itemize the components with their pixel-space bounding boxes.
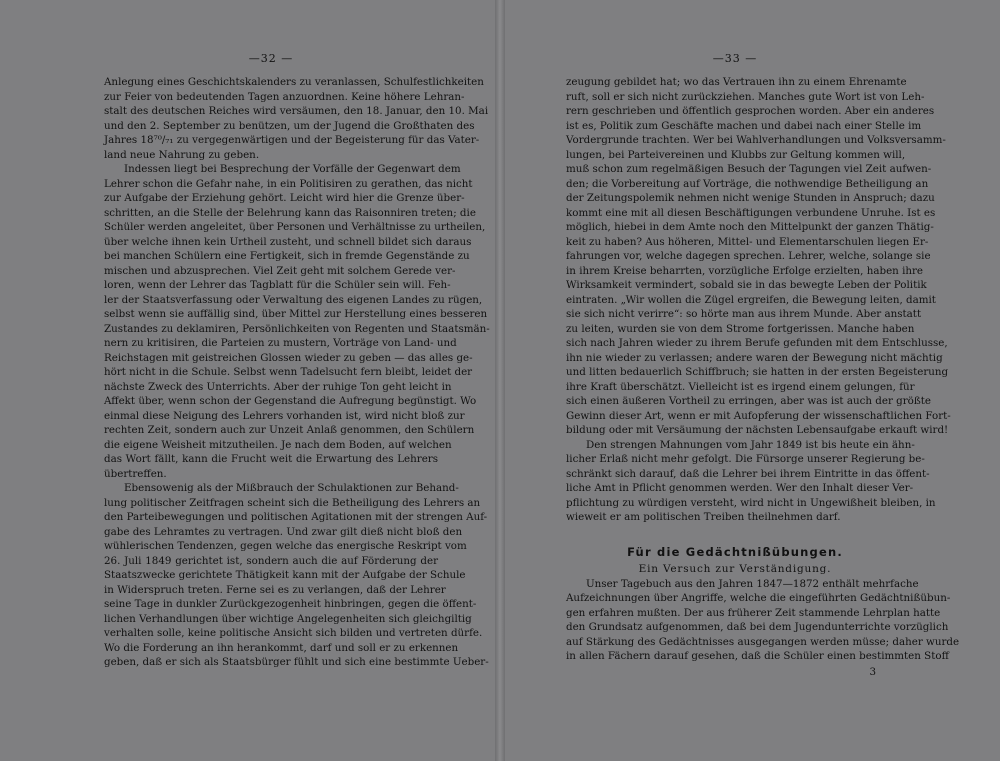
text-line: zu leiten, wurden sie von dem Strome fortgerissen. Manche haben (566, 322, 915, 335)
text-line: licher Erlaß nicht mehr gefolgt. Die Fürsorge unserer Regierung be- (566, 453, 925, 465)
text-line: Wo die Forderung an ihn herankommt, darf und soll er zu erkennen (104, 641, 459, 654)
text-line: in ihrem Kreise beharrten, vorzügliche Erfolge erzielten, haben ihre (566, 264, 924, 277)
text-line: mischen und abzusprechen. Viel Zeit geht mit solchem Gerede ver- (104, 264, 456, 277)
text-line: über welche ihnen kein Urtheil zusteht, und schnell bildet sich daraus (104, 235, 472, 248)
text-line: Indessen liegt bei Besprechung der Vorfälle der Gegenwart dem (124, 163, 461, 175)
text-line: bildung oder mit Versäumung der nächsten Lebensaufgabe erkauft wird! (566, 424, 949, 436)
text-line: und litten bedauerlich Schiffbruch; sie hatten in der ersten Begeisterung (566, 366, 949, 378)
text-line: ist es, Politik zum Geschäfte machen und dabei nach einer Stelle im (566, 119, 922, 132)
text-line: übertreffen. (104, 467, 167, 480)
text-line: liche Amt in Pflicht genommen werden. Wer den Inhalt dieser Ver- (566, 482, 914, 494)
text-line: 26. Juli 1849 gerichtet ist, sondern auch die auf Förderung der (104, 554, 438, 567)
text-line: ruft, soll er sich nicht zurückziehen. Manches gute Wort ist von Leh- (566, 90, 925, 103)
text-line: in Widerspruch treten. Ferne sei es zu verlangen, daß der Lehrer (104, 583, 446, 596)
text-line: Staatszwecke gerichtete Thätigkeit kann mit der Aufgabe der Schule (104, 569, 466, 581)
text-line: nern zu kritisiren, die Parteien zu mustern, Vorträge von Land- und (104, 337, 457, 349)
text-line: Zustandes zu deklamiren, Persönlichkeiten von Regenten und Staatsmän- (104, 322, 490, 335)
text-line: Gewinn dieser Art, wenn er mit Aufopferung der wissenschaftlichen Fort- (566, 409, 951, 422)
text-line: Den strengen Mahnungen vom Jahr 1849 ist bis heute ein ähn- (586, 438, 915, 451)
text-line: sich nach Jahren wieder zu ihrem Berufe gefunden mit dem Entschlusse, (566, 337, 948, 349)
text-line: die eigene Weisheit mitzutheilen. Je nach dem Boden, auf welchen (104, 438, 452, 451)
text-line: und den 2. September zu benützen, um der Jugend die Großthaten des (104, 119, 475, 132)
left-page-number: — 32 — (104, 52, 438, 65)
text-line: loren, wenn der Lehrer das Tagblatt für die Schüler sein will. Feh- (104, 279, 451, 291)
right-page-number: — 33 — (566, 52, 904, 65)
left-page-body (104, 75, 490, 670)
right-page (566, 52, 960, 678)
book-gutter (495, 0, 505, 761)
text-line: wühlerischen Tendenzen, gegen welche das energische Reskript vom (104, 540, 467, 552)
text-line: sie sich nicht verirre“: so hörte man aus ihrem Munde. Aber anstatt (566, 308, 922, 320)
text-line: lichen Verhandlungen über wichtige Angelegenheiten sich gleichgiltig (104, 612, 472, 625)
text-line: zur Aufgabe der Erziehung gehört. Leicht wird hier die Grenze über- (104, 192, 465, 204)
right-page-body (566, 75, 951, 525)
text-line: ihn nie wieder zu verlassen; andere waren der Bewegung nicht mächtig (566, 351, 943, 364)
text-line: Lehrer schon die Gefahr nahe, in ein Politisiren zu gerathen, das nicht (104, 177, 473, 190)
text-line: rern geschrieben und öffentlich gesprochen worden. Aber ein anderes (566, 105, 935, 117)
text-line: zeugung gebildet hat; wo das Vertrauen ihn zu einem Ehrenamte (566, 76, 907, 88)
text-line: seine Tage in dunkler Zurückgezogenheit hinbringen, gegen die öffent- (104, 598, 477, 610)
text-line: ihre Kraft überschätzt. Vielleicht ist es irgend einem gelungen, für (566, 380, 915, 393)
text-line: gen erfahren mußten. Der aus früherer Zeit stammende Lehrplan hatte (566, 606, 941, 619)
text-line: schränkt sich darauf, daß die Lehrer bei ihrem Eintritte in das öffent- (566, 467, 930, 480)
text-line: der Zeitungspolemik nehmen nicht wenige Stunden in Anspruch; dazu (566, 192, 935, 204)
text-line: auf Stärkung des Gedächtnisses ausgegangen werden müsse; daher wurde (566, 635, 960, 648)
text-line: lung politischer Zeitfragen scheint sich die Betheiligung des Lehrers an (104, 496, 481, 509)
text-line: Schüler werden angeleitet, über Personen und Verhältnisse zu urtheilen, (104, 221, 486, 233)
text-line: Affekt über, wenn schon der Gegenstand die Aufregung begünstigt. Wo (104, 395, 477, 407)
text-line: muß schon zum regelmäßigen Besuch der Tagungen viel Zeit aufwen- (566, 163, 932, 175)
text-line: schritten, an die Stelle der Belehrung kann das Raisonniren treten; die (104, 206, 476, 219)
text-line: Vordergrunde trachten. Wer bei Wahlverhandlungen und Volksversamm- (566, 134, 946, 146)
text-line: nächste Zweck des Unterrichts. Aber der ruhige Ton geht leicht in (104, 380, 452, 393)
text-line: einmal diese Neigung des Lehrers vorhanden ist, wird nicht bloß zur (104, 409, 465, 422)
text-line: sich einen äußeren Vortheil zu erringen, aber was ist auch der größte (566, 395, 931, 407)
text-line: rechten Zeit, sondern auch zur Unzeit Anlaß genommen, den Schülern (104, 424, 475, 436)
text-line: lungen, bei Parteivereinen und Klubbs zur Geltung kommen will, (566, 148, 906, 161)
text-line: hört nicht in die Schule. Selbst wenn Tadelsucht fern bleibt, leidet der (104, 366, 473, 378)
section-subtitle: Ein Versuch zur Verständigung. (638, 562, 832, 575)
text-line: den Parteibewegungen und politischen Agitationen mit der strengen Auf- (104, 511, 488, 523)
text-line: den; die Vorbereitung auf Vorträge, die nothwendige Betheiligung an (566, 177, 929, 190)
signature-mark: 3 (869, 665, 876, 678)
text-line: land neue Nahrung zu geben. (104, 148, 260, 161)
text-line: Ebensowenig als der Mißbrauch der Schulaktionen zur Behand- (124, 482, 459, 494)
text-line: fahrungen vor, welche dagegen sprechen. Lehrer, welche, solange sie (566, 250, 931, 262)
text-line: bei manchen Schülern eine Fertigkeit, sich in fremde Gegenstände zu (104, 250, 470, 262)
text-line: wieweit er am politischen Treiben theilnehmen darf. (566, 511, 841, 523)
text-line: den Grundsatz aufgenommen, daß bei dem Jugendunterrichte vorzüglich (566, 621, 949, 633)
text-line: verhalten solle, keine politische Ansicht sich bilden und vertreten dürfe. (104, 627, 483, 639)
text-line: keit zu haben? Aus höheren, Mittel- und Elementarschulen liegen Er- (566, 235, 929, 248)
text-line: kommt eine mit all diesen Beschäftigungen verbundene Unruhe. Ist es (566, 206, 936, 219)
text-line: zur Feier von bedeutenden Tagen anzuordnen. Keine höhere Lehran- (104, 90, 465, 103)
text-line: möglich, hiebei in dem Amte noch den Mittelpunkt der ganzen Thätig- (566, 221, 934, 233)
text-line: Aufzeichnungen über Angriffe, welche die eingeführten Gedächtnißübun- (566, 592, 951, 604)
text-line: selbst wenn sie auffällig sind, über Mittel zur Herstellung eines besseren (104, 308, 488, 320)
text-line: stalt des deutschen Reiches wird versäumen, den 18. Januar, den 10. Mai (104, 105, 489, 117)
text-line: eintraten. „Wir wollen die Zügel ergreifen, die Bewegung leiten, damit (566, 293, 936, 306)
text-line: geben, daß er sich als Staatsbürger fühlt und sich eine bestimmte Ueber- (104, 656, 489, 668)
left-page (104, 52, 490, 670)
text-line: ler der Staatsverfassung oder Verwaltung des eigenen Landes zu rügen, (104, 293, 483, 306)
text-line: Anlegung eines Geschichtskalenders zu veranlassen, Schulfestlichkeiten (104, 76, 484, 88)
section-title: Für die Gedächtnißübungen. (627, 544, 843, 559)
text-line: gabe des Lehramtes zu vertragen. Und zwar gilt dieß nicht bloß den (104, 525, 463, 538)
text-line: pflichtung zu würdigen versteht, wird nicht in Ungewißheit bleiben, in (566, 496, 936, 509)
text-line: Jahres 18⁷⁰/₇₁ zu vergegenwärtigen und der Begeisterung für das Vater- (104, 134, 480, 146)
text-line: Unser Tagebuch aus den Jahren 1847—1872 enthält mehrfache (586, 577, 919, 590)
text-line: in allen Fächern darauf gesehen, daß die Schüler einen bestimmten Stoff (566, 650, 949, 662)
text-line: das Wort fällt, kann die Frucht weit die Erwartung des Lehrers (104, 453, 438, 465)
text-line: Reichstagen mit geistreichen Glossen wieder zu geben — das alles ge- (104, 351, 473, 364)
text-line: Wirksamkeit vermindert, sobald sie in das bewegte Leben der Politik (566, 279, 927, 291)
section-body (566, 577, 960, 664)
